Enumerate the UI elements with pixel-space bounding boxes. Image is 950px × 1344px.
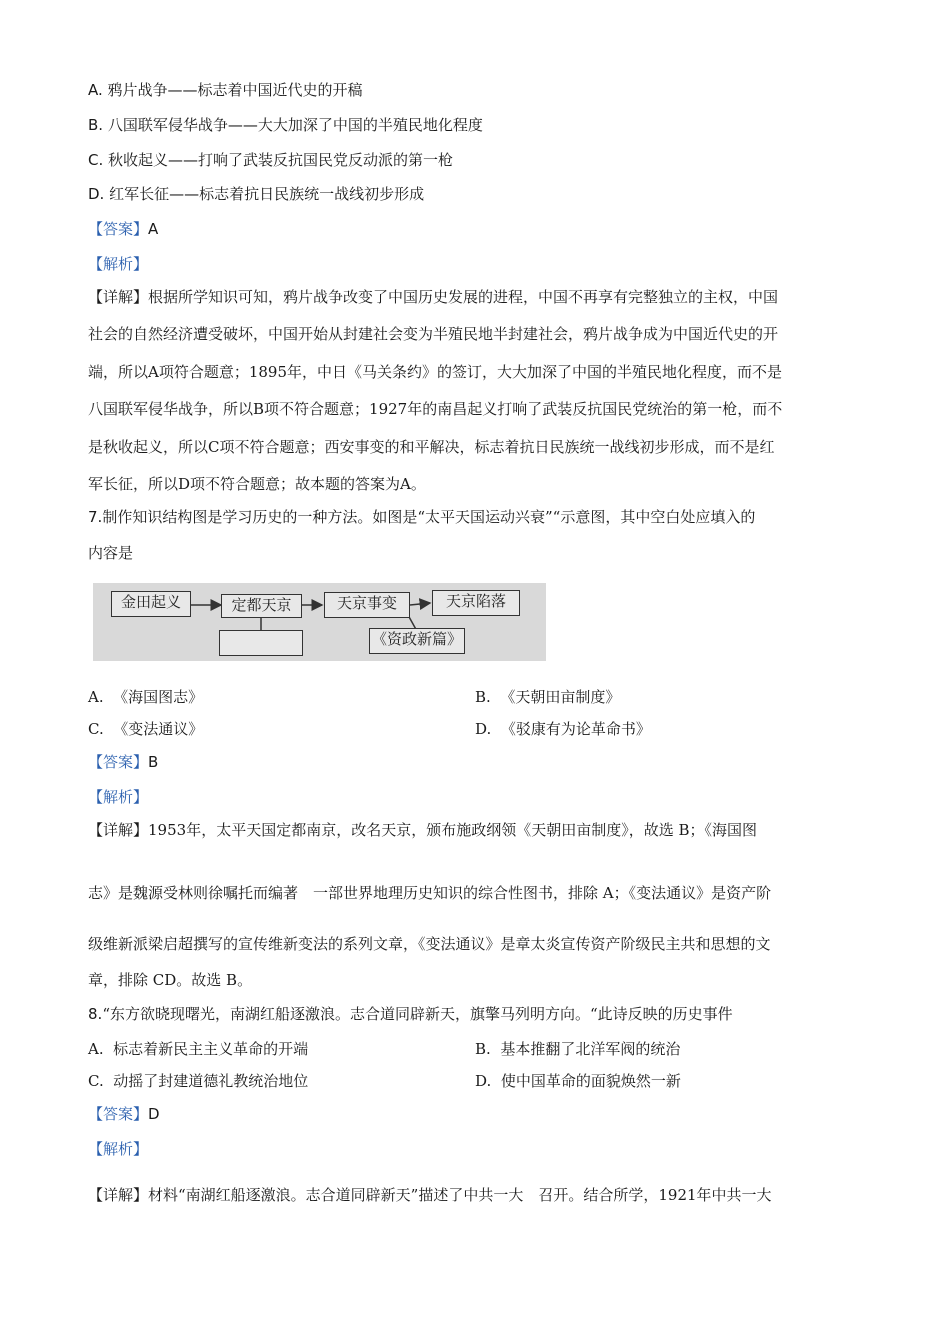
q7-option-c: C. 《变法通议》: [88, 720, 204, 738]
q6-option-d: D. 红军长征——标志着抗日民族统一战线初步形成: [88, 185, 425, 203]
detail-tag: 【详解】: [88, 288, 149, 306]
q8-option-a: A. 标志着新民主主义革命的开端: [88, 1040, 309, 1058]
box-xianluo: 天京陷落: [432, 590, 520, 616]
q8-analysis-tag: 【解析】: [88, 1140, 149, 1158]
q7-detail-line-2: 志》是魏源受林则徐嘱托而编著 一部世界地理历史知识的综合性图书，排除 A；《变法通议》是资产阶: [88, 884, 772, 902]
q6-detail-line-4: 八国联军侵华战争，所以B项不符合题意；1927年的南昌起义打响了武装反抗国民党统治的第一枪，而不: [88, 400, 783, 418]
q6-option-b: B. 八国联军侵华战争——大大加深了中国的半殖民地化程度: [88, 116, 483, 134]
arrow-3: [410, 603, 430, 605]
q8-option-c: C. 动摇了封建道德礼教统治地位: [88, 1072, 309, 1090]
q7-analysis-tag: 【解析】: [88, 788, 149, 806]
q6-detail-line-5: 是秋收起义，所以C项不符合题意；西安事变的和平解决，标志着抗日民族统一战线初步形成，而不是红: [88, 438, 775, 456]
q8-option-d: D. 使中国革命的面貌焕然一新: [475, 1072, 681, 1090]
q7-stem-line-1: 7.制作知识结构图是学习历史的一种方法。如图是“太平天国运动兴衰”“示意图，其中空白处应填入的: [88, 508, 756, 526]
q7-stem-line-2: 内容是: [88, 544, 134, 562]
q6-detail-line-1: 【详解】根据所学知识可知，鸦片战争改变了中国历史发展的进程，中国不再享有完整独立的主权，中国: [88, 288, 779, 306]
q8-detail-line-1: 【详解】材料“南湖红船逐激浪。志合道同辟新天”描述了中共一大 召开。结合所学，1921年中共一大: [88, 1186, 772, 1204]
q6-option-c: C. 秋收起义——打响了武装反抗国民党反动派的第一枪: [88, 151, 454, 169]
box-jintian: 金田起义: [111, 591, 191, 617]
q8-answer: 【答案】D: [88, 1105, 160, 1123]
q6-option-a: A. 鸦片战争——标志着中国近代史的开稿: [88, 81, 363, 99]
q6-detail-line-3: 端，所以A项符合题意；1895年，中日《马关条约》的签订，大大加深了中国的半殖民地化程度，而不是: [88, 363, 783, 381]
box-dingdu: 定都天京: [221, 594, 302, 618]
q6-detail-line-2: 社会的自然经济遭受破坏，中国开始从封建社会变为半殖民地半封建社会，鸦片战争成为中国近代史的开: [88, 325, 779, 343]
q7-option-a: A. 《海国图志》: [88, 688, 204, 706]
q8-stem: 8.“东方欲晓现曙光，南湖红船逐激浪。志合道同辟新天，旗擎马列明方向。“此诗反映的历史事件: [88, 1005, 733, 1023]
q8-option-b: B. 基本推翻了北洋军阀的统治: [475, 1040, 681, 1058]
box-zizheng: 《资政新篇》: [369, 628, 465, 654]
taiping-structure-diagram: [93, 583, 546, 661]
q6-answer: 【答案】A: [88, 220, 159, 238]
q6-detail-line-6: 军长征，所以D项不符合题意；故本题的答案为A。: [88, 475, 426, 493]
q7-option-b: B. 《天朝田亩制度》: [475, 688, 621, 706]
q6-analysis-tag: 【解析】: [88, 255, 149, 273]
q7-answer: 【答案】B: [88, 753, 159, 771]
q7-detail-line-4: 章，排除 CD。故选 B。: [88, 971, 253, 989]
box-blank: [219, 630, 303, 656]
box-shibian: 天京事变: [324, 592, 410, 618]
q7-detail-line-1: 【详解】1953年，太平天国定都南京，改名天京，颁布施政纲领《天朝田亩制度》，故选 B；《海国图: [88, 821, 757, 839]
q7-detail-line-3: 级维新派梁启超撰写的宣传维新变法的系列文章，《变法通议》是章太炎宣传资产阶级民主共和思想的文: [88, 935, 771, 953]
answer-tag: 【答案】: [88, 220, 149, 238]
q7-option-d: D. 《驳康有为论革命书》: [475, 720, 651, 738]
